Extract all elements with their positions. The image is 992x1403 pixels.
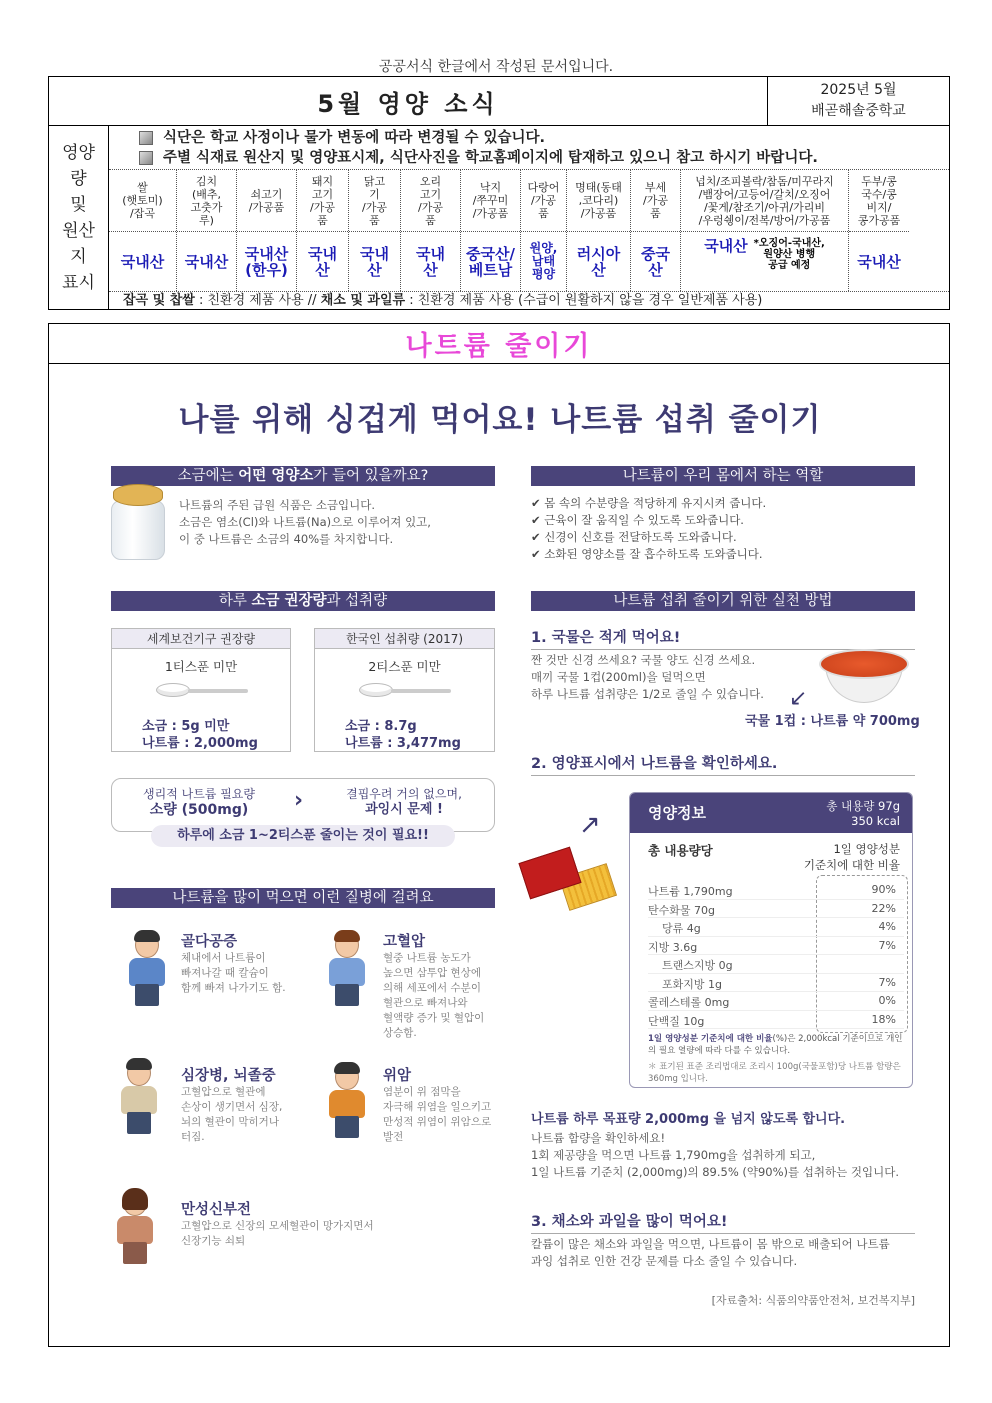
food-item: 쌀 (햇토미) /잡곡 <box>109 170 176 232</box>
label-line: 지 <box>70 246 87 267</box>
cube-icon <box>139 151 153 165</box>
step-1-text: 짠 것만 신경 쓰세요? 국물 양도 신경 쓰세요. 매끼 국물 1컵(200ml)을 덜먹으면 하루 나트륨 섭취량은 1/2로 줄일 수 있습니다. <box>531 653 764 701</box>
page-title: 5월 영양 소식 <box>49 77 768 125</box>
nutrition-footnote: 1일 영양성분 기준치에 대한 비율(%)은 2,000kcal 기준이므로 개인의 필요 열량에 따라 다를 수 있습니다. <box>648 1034 903 1056</box>
footnote-bold: 잡곡 및 찹쌀 <box>123 293 195 308</box>
origin-text: 국내 산 <box>308 244 337 279</box>
disease-text: 고혈압으로 신장의 모세혈관이 망가지면서 신장기능 쇠퇴 <box>181 1220 374 1247</box>
origin-value <box>567 232 630 291</box>
origin-value <box>461 232 520 291</box>
origin-note: *오징어-국내산, 원양산 병행 공급 예정 <box>753 238 825 271</box>
who-card <box>111 628 291 752</box>
food-item: 닭고 기 /가공 품 <box>349 170 400 232</box>
disease-text: 고혈압으로 혈관에 손상이 생기면서 심장, 뇌의 혈관이 막히거나 터짐. <box>181 1086 283 1143</box>
osteoporosis-icon <box>121 928 173 1006</box>
card-sub: 1티스푼 미만 <box>164 659 238 674</box>
nutrient-name: 당류 4g <box>662 922 701 935</box>
spoon-icon <box>156 683 246 699</box>
card-sub: 2티스푼 미만 <box>368 659 441 674</box>
cube-icon <box>139 131 153 145</box>
nutrition-footnote-2: ＊ 표기된 표준 조리법대로 조리시 100g(국물포함)당 나트륨 함량은 360mg 입니다. <box>648 1062 901 1084</box>
role-item: ✔ 소화된 영양소를 잘 흡수하도록 도와줍니다. <box>531 547 763 561</box>
origin-text: 국내산 <box>120 252 165 271</box>
kidney-failure-icon <box>109 1186 161 1264</box>
header-info <box>768 77 949 125</box>
disease-text: 혈중 나트륨 농도가 높으면 삼투압 현상에 의해 세포에서 수분이 혈관으로 빠져나와 혈액량 증가 및 혈압이 상승함. <box>383 952 485 1039</box>
notice-list <box>109 126 949 170</box>
role-item: ✔ 신경이 신호를 전달하도록 도와줍니다. <box>531 530 737 544</box>
notice-text: 주별 식재료 원산지 및 영양표시제, 식단사진을 학교홈페이지에 탑재하고 있으니 참고 하시기 바랍니다. <box>163 150 818 166</box>
nutrition-row <box>648 881 904 900</box>
disease-title: 고혈압 <box>383 934 426 950</box>
origin-column <box>681 170 849 291</box>
origin-text: 국내산 (한우) <box>244 244 289 279</box>
food-item: 김치 (배추, 고춧가 루) <box>177 170 236 232</box>
disease-title: 위암 <box>383 1068 412 1084</box>
school-name: 배곧해솔중학교 <box>811 103 906 119</box>
origin-label <box>49 126 109 309</box>
food-item: 다랑어 /가공 품 <box>521 170 566 232</box>
nutrient-name: 트랜스지방 0g <box>662 959 733 972</box>
food-item: 낙지 /쭈꾸미 /가공품 <box>461 170 520 232</box>
origin-column <box>349 170 401 291</box>
nutrition-row <box>648 1011 904 1030</box>
role-bar: 나트륨이 우리 몸에서 하는 역할 <box>531 466 915 486</box>
nutrient-name: 콜레스테롤 0mg <box>648 996 730 1009</box>
disease-text: 체내에서 나트륨이 빠져나갈 때 칼슘이 함께 빠져 나가기도 함. <box>181 952 286 994</box>
spoon-icon <box>359 683 449 699</box>
nutrition-rows <box>648 881 904 1029</box>
nutrient-percent: 90% <box>871 883 896 896</box>
origin-column <box>177 170 237 291</box>
step-1: 1. 국물은 적게 먹어요! <box>531 626 915 650</box>
origin-value <box>297 232 348 291</box>
ramen-icon <box>523 844 623 914</box>
salt-text: 나트륨의 주된 급원 식품은 소금입니다. 소금은 염소(Cl)와 나트륨(Na)으로 이루어져 있고, 이 중 나트륨은 소금의 40%를 차지합니다. <box>179 498 431 546</box>
origin-value <box>237 232 296 291</box>
excess-text: 결핍우려 거의 없으며, 과잉시 문제 ! <box>346 787 462 817</box>
intake-bar: 하루 소금 권장량과 섭취량 <box>111 591 495 611</box>
nutrient-name: 지방 3.6g <box>648 940 698 954</box>
heart-disease-icon <box>113 1056 165 1134</box>
nutrition-row <box>648 900 904 919</box>
nutrition-title: 영양정보 <box>648 804 706 822</box>
origin-text: 국내산 <box>704 237 748 255</box>
origin-column <box>401 170 461 291</box>
disease-bar: 나트륨을 많이 먹으면 이런 질병에 걸려요 <box>111 888 495 908</box>
origin-column <box>567 170 631 291</box>
label-line: 및 <box>70 194 87 215</box>
origin-column <box>631 170 681 291</box>
nutrition-row <box>648 918 904 937</box>
label-line: 영양 <box>62 142 95 163</box>
sodium-section <box>48 323 950 1347</box>
origin-value <box>349 232 400 291</box>
step-3-text: 칼륨이 많은 채소와 과일을 먹으면, 나트륨이 몸 밖으로 배출되어 나트륨 과잉 섭취로 인한 건강 문제를 다소 줄일 수 있습니다. <box>531 1237 890 1268</box>
origin-value <box>401 232 460 291</box>
origin-column <box>297 170 349 291</box>
header <box>48 76 950 125</box>
daily-goal-text: 나트륨 함량을 확인하세요! 1회 제공량을 먹으면 나트륨 1,790mg을 섭취하게 되고, 1일 나트륨 기준치 (2,000mg)의 89.5% (약90%)를 섭취하는 것입니다. <box>531 1131 899 1179</box>
nutrient-percent: 4% <box>878 920 896 933</box>
nutrient-name: 단백질 10g <box>648 1014 705 1028</box>
arrow-icon: ↙ <box>789 686 808 711</box>
disease-text: 염분이 위 점막을 자극해 위염을 일으키고 만성적 위염이 위암으로 발전 <box>383 1086 492 1143</box>
origin-column <box>237 170 297 291</box>
nutrition-kcal: 350 kcal <box>851 814 900 828</box>
origin-column <box>849 170 909 291</box>
nutrition-label <box>629 792 913 1088</box>
footnote-text: : 친환경 제품 사용 // <box>194 293 321 308</box>
food-item: 명태(동태 ,코다리) /가공품 <box>567 170 630 232</box>
card-head: 한국인 섭취량 (2017) <box>315 629 494 649</box>
source-note: [자료출처: 식품의약품안전처, 보건복지부] <box>711 1294 915 1307</box>
origin-value <box>109 232 176 291</box>
origin-column <box>521 170 567 291</box>
card-sodium: 나트륨 : 2,000mg <box>142 736 258 751</box>
daily-goal: 나트륨 하루 목표량 2,000mg 을 넘지 않도록 합니다. <box>531 1112 846 1127</box>
food-item: 두부/콩 국수/콩 비지/ 콩가공품 <box>849 170 909 232</box>
footnote-text: : 친환경 제품 사용 (수급이 원활하지 않을 경우 일반제품 사용) <box>405 293 763 308</box>
origin-footnote <box>109 291 949 309</box>
salt-bar: 소금에는 어떤 영양소가 들어 있을까요? <box>111 466 495 486</box>
role-list <box>531 495 766 563</box>
notice-item <box>139 148 949 168</box>
food-item: 부세 /가공 품 <box>631 170 680 232</box>
nutrition-row <box>648 955 904 974</box>
label-line: 표시 <box>62 272 95 293</box>
origin-text: 국내산 <box>857 252 901 271</box>
notice-text: 식단은 학교 사정이나 물가 변동에 따라 변경될 수 있습니다. <box>163 130 546 146</box>
practice-bar: 나트륨 섭취 줄이기 위한 실천 방법 <box>531 591 915 611</box>
top-note: 공공서식 한글에서 작성된 문서입니다. <box>378 59 614 75</box>
section-title: 나트륨 줄이기 <box>49 324 949 364</box>
salt-shaker-icon <box>109 484 167 560</box>
origin-column <box>109 170 177 291</box>
step-2: 2. 영양표시에서 나트륨을 확인하세요. <box>531 752 915 776</box>
nutrient-percent: 22% <box>871 901 896 915</box>
food-item: 넙치/조피볼락/참돔/미꾸라지 /뱀장어/고등어/갈치/오징어 /꽃게/참조기/아귀/가리비 /우렁쉥이/전복/방어/가공품 <box>681 170 848 232</box>
stomach-cancer-icon <box>321 1060 373 1138</box>
nutrition-total: 총 내용량 97g <box>826 799 900 813</box>
nutrient-percent: 18% <box>871 1012 896 1026</box>
origin-column <box>461 170 521 291</box>
korean-card <box>314 628 495 752</box>
nutrition-ref: 1일 영양성분 기준치에 대한 비율 <box>803 842 900 872</box>
label-line: 원산 <box>62 220 95 241</box>
card-salt: 소금 : 5g 미만 <box>142 719 230 734</box>
origin-value <box>681 232 848 291</box>
nutrition-per: 총 내용량당 <box>648 843 713 858</box>
nutrition-row <box>648 974 904 993</box>
card-sodium: 나트륨 : 3,477mg <box>345 736 461 751</box>
nutrient-percent: 0% <box>878 994 896 1007</box>
disease-title: 골다공증 <box>181 934 238 950</box>
origin-value <box>521 232 566 291</box>
card-head: 세계보건기구 권장량 <box>112 629 290 649</box>
soup-bowl-icon <box>819 649 909 709</box>
food-item: 쇠고기 /가공품 <box>237 170 296 232</box>
origin-text: 중국 산 <box>641 244 670 279</box>
origin-value <box>631 232 680 291</box>
role-item: ✔ 몸 속의 수분량을 적당하게 유지시켜 줍니다. <box>531 496 767 510</box>
origin-text: 원양, 남태 평양 <box>529 241 558 281</box>
disease-title: 심장병, 뇌졸중 <box>181 1068 276 1084</box>
origin-grid <box>109 170 949 291</box>
nutrient-percent: 7% <box>878 975 896 989</box>
nutrient-percent: 7% <box>878 938 896 952</box>
nutrition-row <box>648 992 904 1011</box>
origin-body <box>109 126 949 309</box>
origin-text: 국내 산 <box>416 244 445 279</box>
origin-text: 국내산 <box>184 252 229 271</box>
hypertension-icon <box>321 928 373 1006</box>
role-item: ✔ 근육이 잘 움직일 수 있도록 도와줍니다. <box>531 513 744 527</box>
food-item: 오리 고기 /가공 품 <box>401 170 460 232</box>
origin-text: 중국산/ 베트남 <box>466 244 515 279</box>
need-text: 생리적 나트륨 필요량 소량 (500mg) <box>143 787 255 818</box>
nutrient-name: 탄수화물 70g <box>648 903 715 917</box>
issue-date: 2025년 5월 <box>820 82 897 98</box>
nutrition-row <box>648 937 904 956</box>
arrow-icon: ↗ <box>579 810 601 840</box>
disease-title: 만성신부전 <box>181 1202 252 1218</box>
label-line: 량 <box>70 168 87 189</box>
nutrient-name: 나트륨 1,790mg <box>648 885 733 898</box>
headline: 나를 위해 싱겁게 먹어요! 나트륨 섭취 줄이기 <box>178 402 822 438</box>
step-1-caption: 국물 1컵 : 나트륨 약 700mg <box>745 714 920 729</box>
footnote-bold: 채소 및 과일류 <box>320 293 406 308</box>
need-summary: 하루에 소금 1~2티스푼 줄이는 것이 필요!! <box>151 825 455 847</box>
origin-table <box>48 125 950 310</box>
origin-value <box>177 232 236 291</box>
nutrient-name: 포화지방 1g <box>662 977 722 991</box>
card-salt: 소금 : 8.7g <box>345 719 417 734</box>
notice-item <box>139 128 949 148</box>
chevron-right-icon: › <box>294 788 304 813</box>
origin-text: 국내 산 <box>360 244 389 279</box>
step-3: 3. 채소와 과일을 많이 먹어요! <box>531 1210 915 1234</box>
origin-text: 러시아 산 <box>576 244 621 279</box>
origin-value <box>849 232 909 291</box>
food-item: 돼지 고기 /가공 품 <box>297 170 348 232</box>
